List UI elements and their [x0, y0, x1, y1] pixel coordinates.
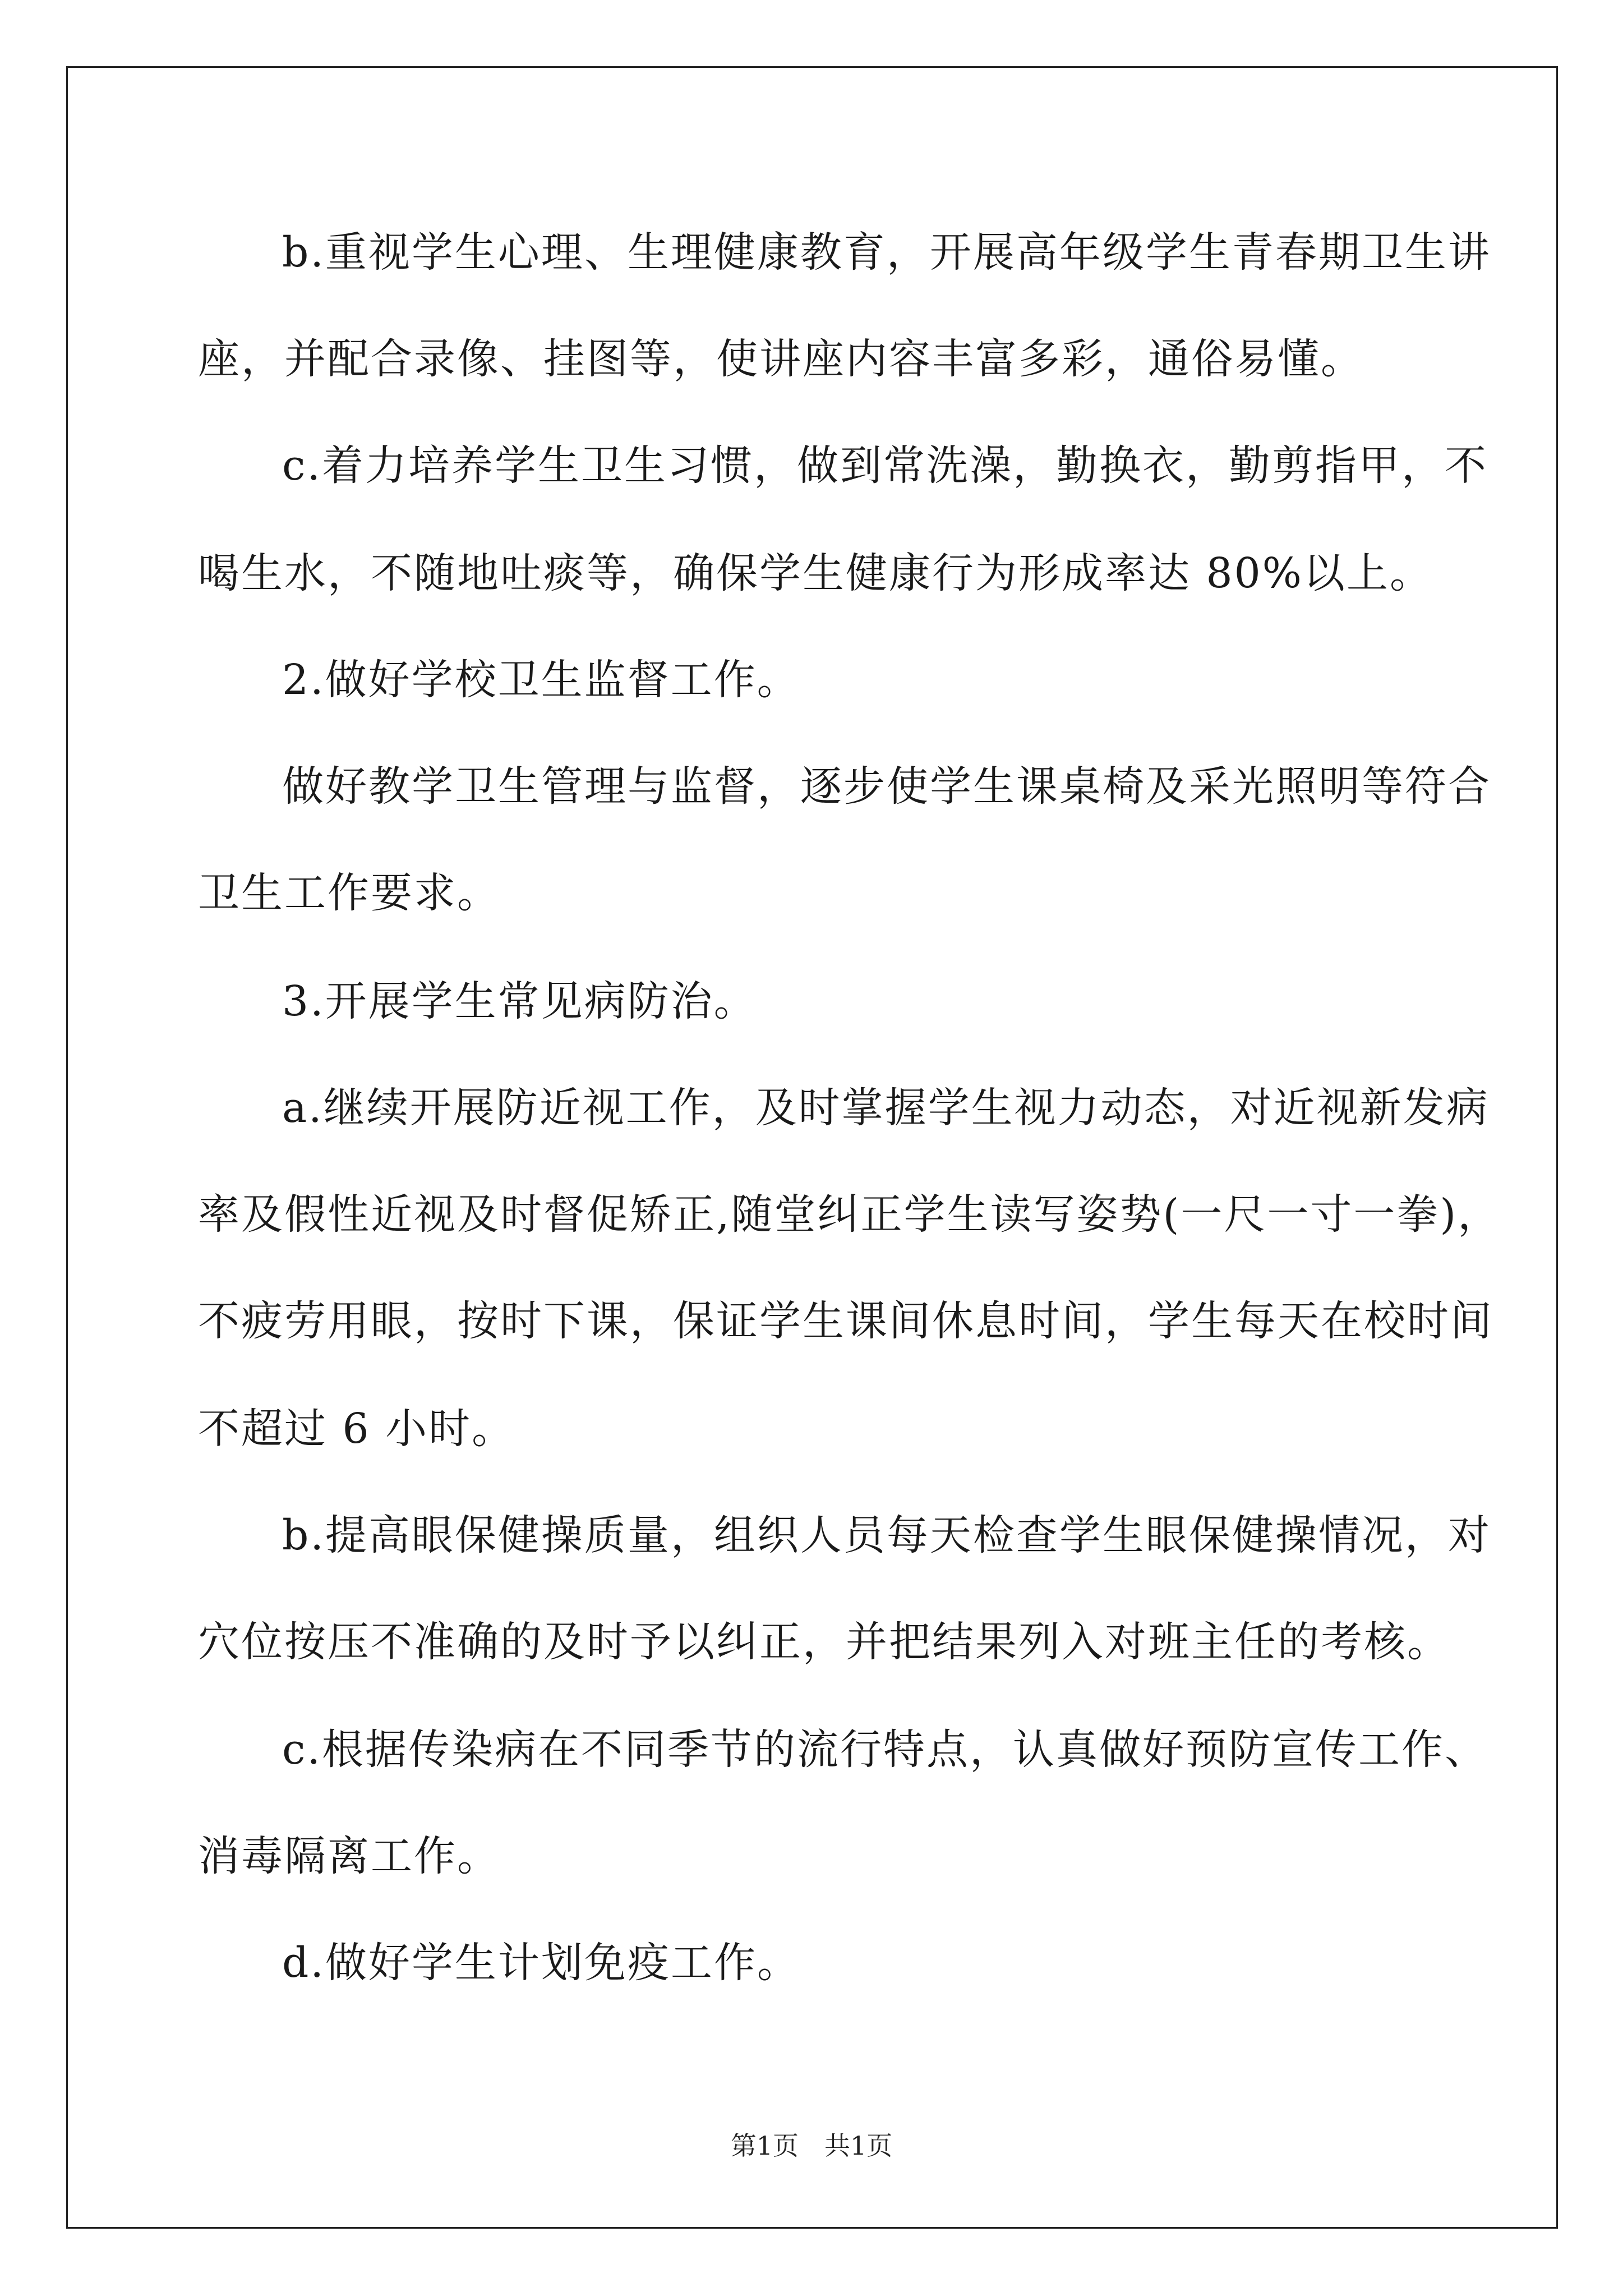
text-line: c.着力培养学生卫生习惯，做到常洗澡，勤换衣，勤剪指甲，不	[282, 441, 1488, 490]
text-line: 做好教学卫生管理与监督，逐步使学生课桌椅及采光照明等符合	[282, 762, 1491, 811]
text-line: b.提高眼保健操质量，组织人员每天检查学生眼保健操情况，对	[282, 1511, 1491, 1559]
text-line: b.重视学生心理、生理健康教育，开展高年级学生青春期卫生讲	[282, 228, 1491, 277]
text-line: 不疲劳用眼，按时下课，保证学生课间休息时间，学生每天在校时间	[198, 1297, 1493, 1345]
text-line: 率及假性近视及时督促矫正,随堂纠正学生读写姿势(一尺一寸一拳)，	[198, 1190, 1501, 1239]
text-line: 卫生工作要求。	[198, 869, 500, 917]
text-line: c.根据传染病在不同季节的流行特点，认真做好预防宣传工作、	[282, 1726, 1488, 1774]
text-line: d.做好学生计划免疫工作。	[282, 1939, 800, 1987]
text-line: 穴位按压不准确的及时予以纠正，并把结果列入对班主任的考核。	[198, 1618, 1450, 1666]
text-line: 2.做好学校卫生监督工作。	[282, 656, 800, 704]
page-footer: 第1页 共1页	[730, 2131, 893, 2161]
page-border	[66, 66, 1558, 2229]
text-line: 3.开展学生常见病防治。	[282, 977, 757, 1025]
text-line: 消毒隔离工作。	[198, 1832, 500, 1880]
text-line: 不超过 6 小时。	[198, 1405, 515, 1453]
text-line: 喝生水，不随地吐痰等，确保学生健康行为形成率达 80%以上。	[198, 549, 1433, 597]
text-line: 座，并配合录像、挂图等，使讲座内容丰富多彩，通俗易懂。	[198, 335, 1364, 383]
text-line: a.继续开展防近视工作，及时掌握学生视力动态，对近视新发病	[282, 1084, 1490, 1132]
